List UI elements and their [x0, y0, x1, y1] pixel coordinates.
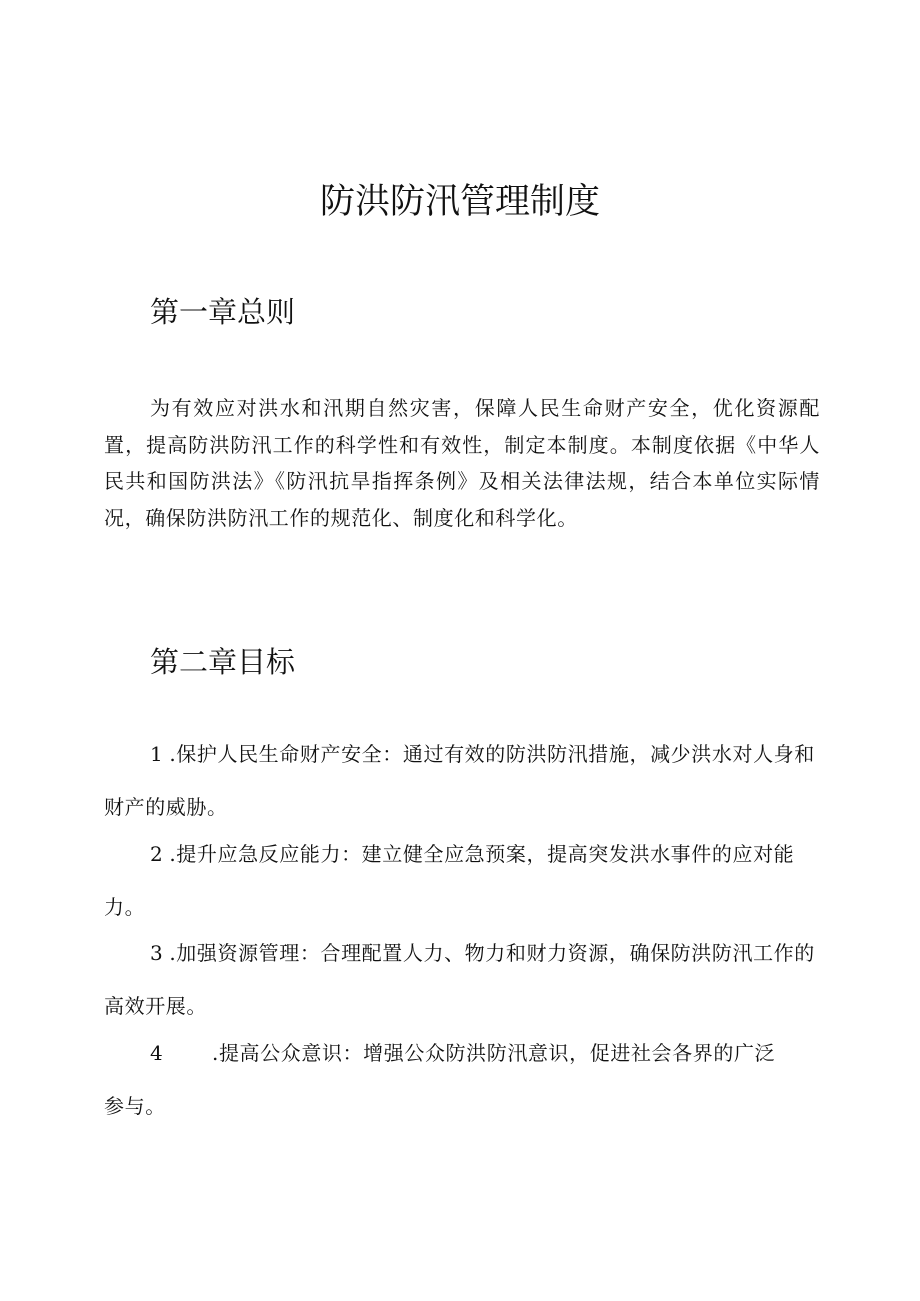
goal-item-1-number: 1	[150, 742, 164, 766]
goal-item-3-number: 3	[150, 941, 164, 965]
chapter-2-heading: 第二章目标	[150, 645, 296, 679]
goal-item-3	[104, 927, 820, 1033]
goal-item-2	[104, 828, 820, 934]
goal-item-4-number: 4	[150, 1041, 164, 1065]
chapter-1-paragraph: 为有效应对洪水和汛期自然灾害，保障人民生命财产安全，优化资源配置，提高防洪防汛工作的科学性和有效性，制定本制度。本制度依据《中华人民共和国防洪法》《防汛抗旱指挥条例》及相关法律法规，结合本单位实际情况，确保防洪防汛工作的规范化、制度化和科学化。	[104, 396, 820, 530]
goal-item-3-text: .加强资源管理：合理配置人力、物力和财力资源，确保防洪防汛工作的高效开展。	[104, 941, 815, 1018]
goal-item-4	[104, 1027, 794, 1133]
goal-item-4-text: .提高公众意识：增强公众防洪防汛意识，促进社会各界的广泛参与。	[104, 1041, 776, 1118]
goal-item-2-text: .提升应急反应能力：建立健全应急预案，提高突发洪水事件的应对能力。	[104, 842, 795, 919]
document-title: 防洪防汛管理制度	[319, 182, 600, 222]
goal-item-1-text: .保护人民生命财产安全：通过有效的防洪防汛措施，减少洪水对人身和财产的威胁。	[104, 742, 815, 819]
goal-item-1	[104, 728, 820, 834]
chapter-1-heading: 第一章总则	[150, 295, 296, 329]
goal-item-2-number: 2	[150, 842, 164, 866]
